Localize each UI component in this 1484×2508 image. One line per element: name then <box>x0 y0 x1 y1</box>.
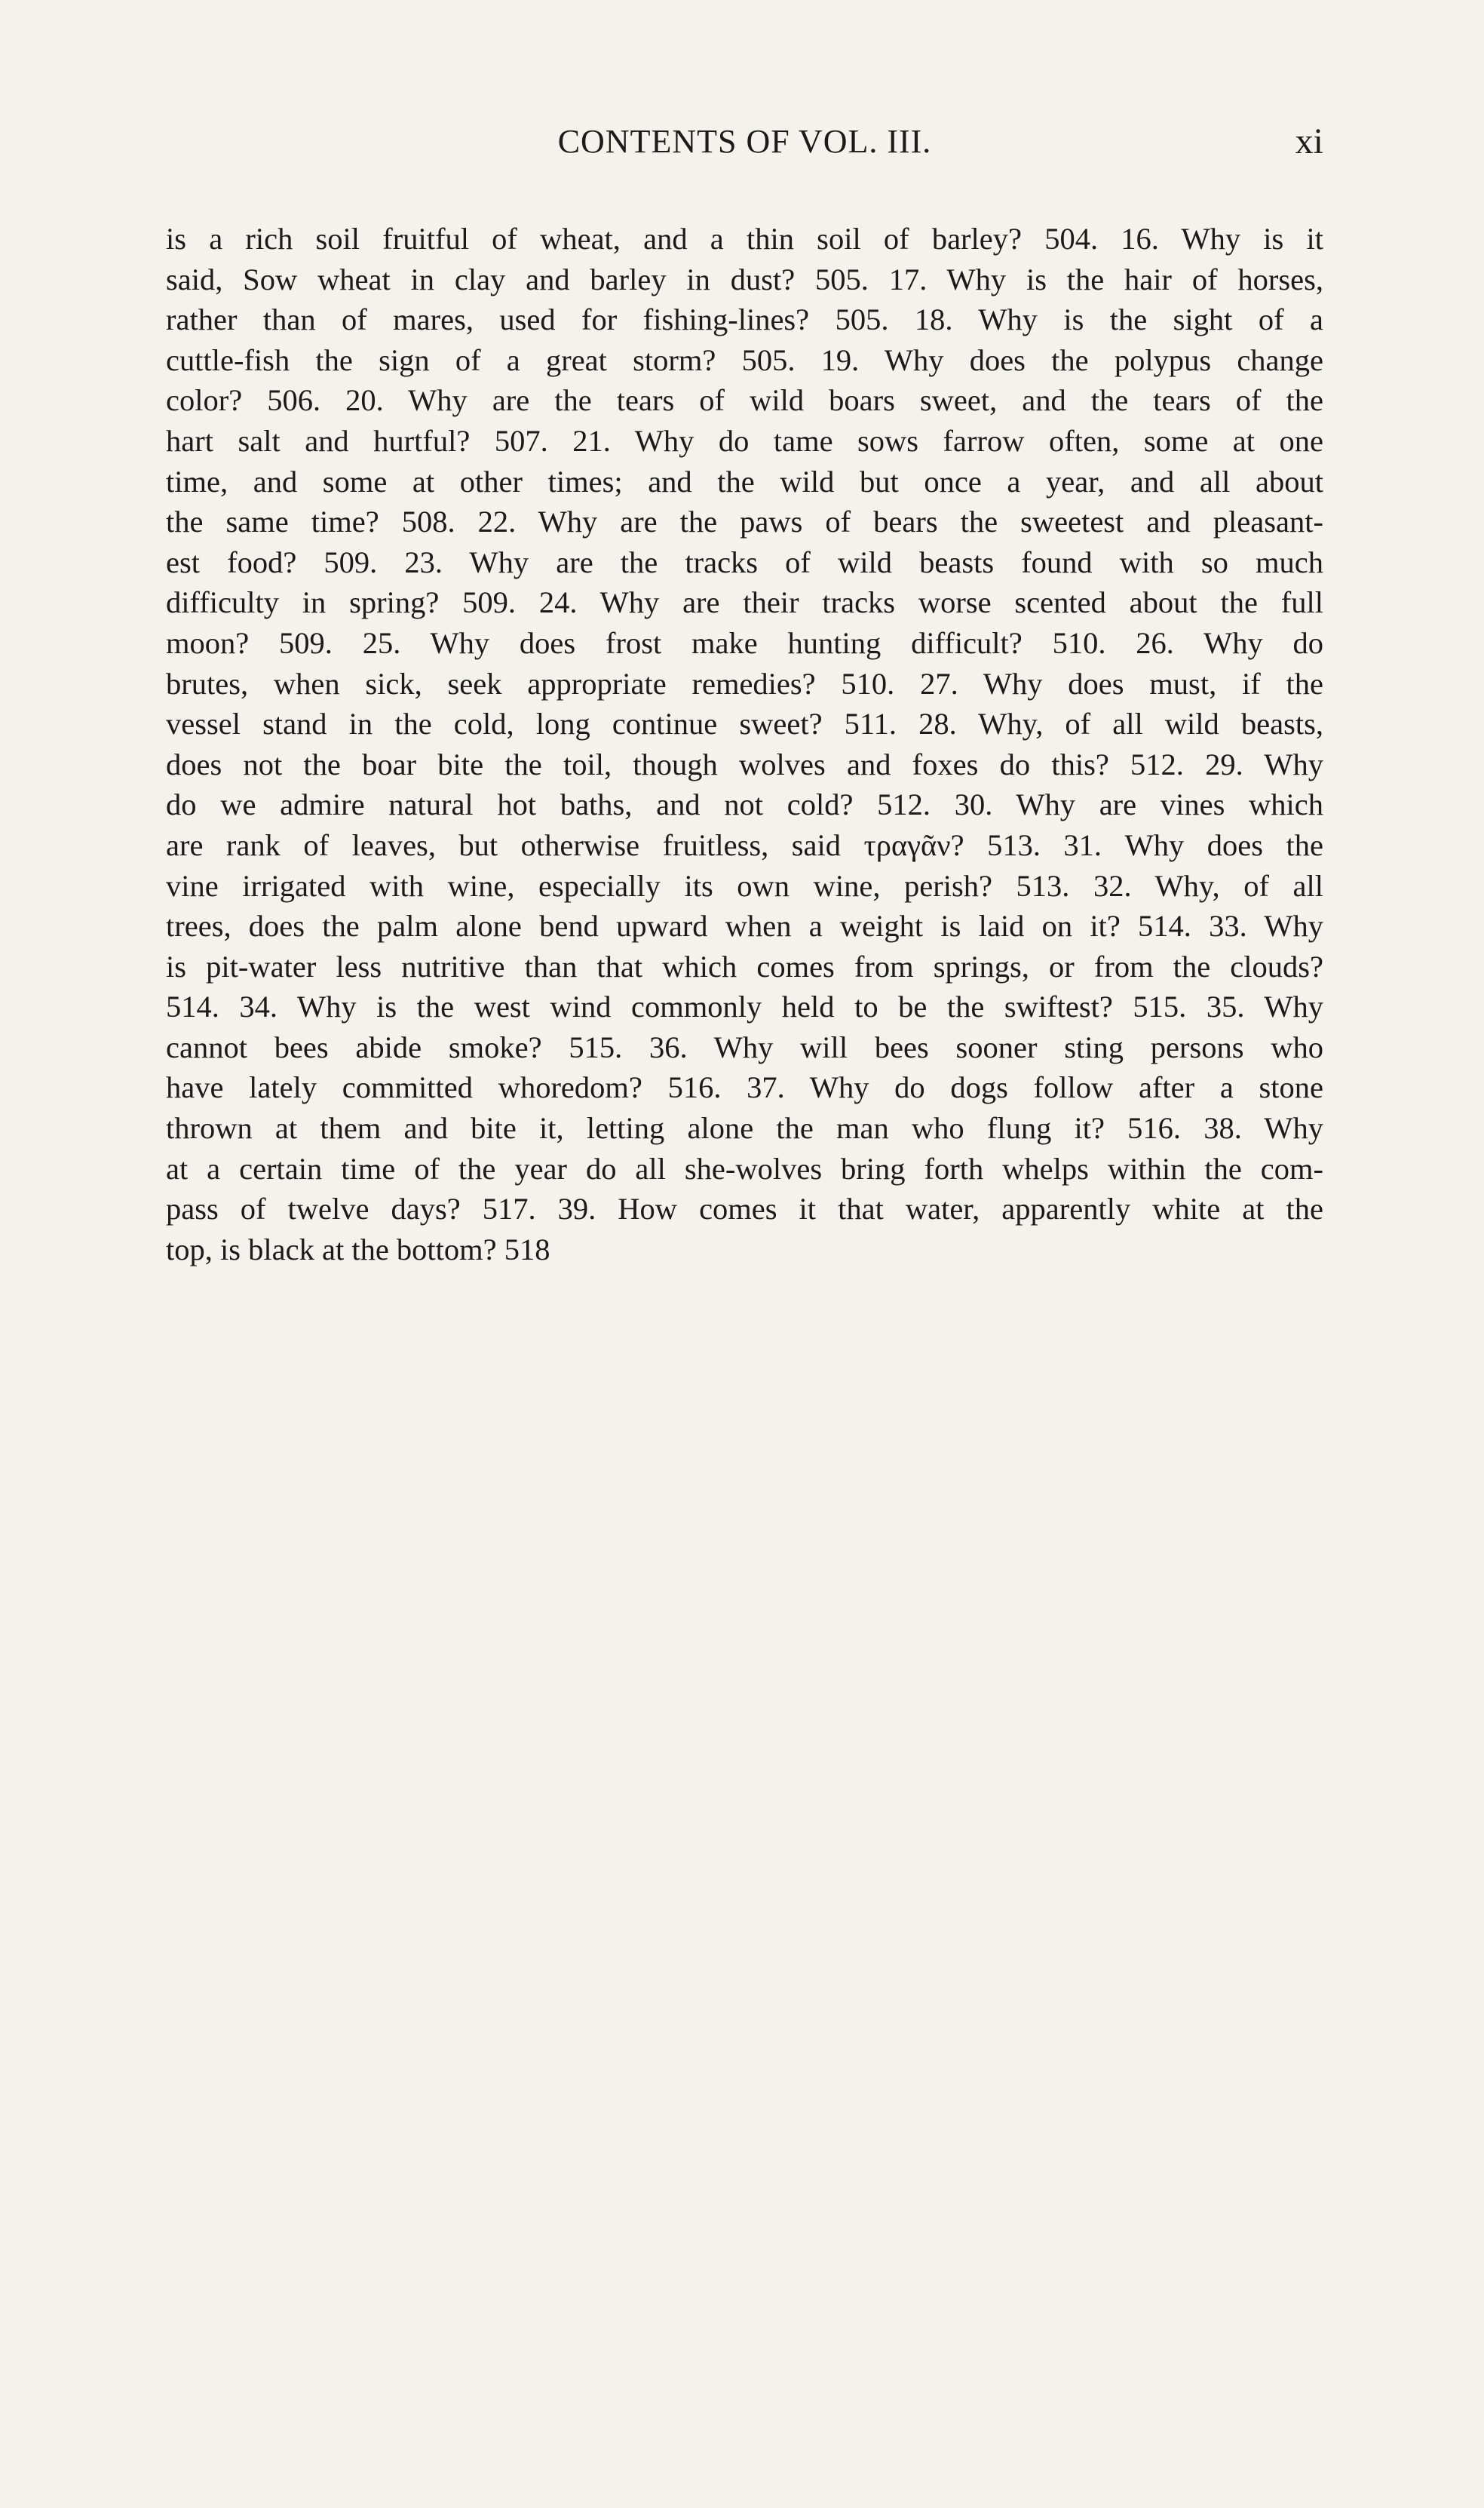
text-line: said, Sow wheat in clay and barley in dust? 505. 17. Why is the hair of horses, <box>166 262 1323 296</box>
running-head: CONTENTS OF VOL. III. <box>557 123 932 160</box>
text-line: vine irrigated with wine, especially its own wine, perish? 513. 32. Why, of all <box>166 868 1323 903</box>
text-line: time, and some at other times; and the wild but once a year, and all about <box>166 464 1323 499</box>
text-line: cuttle-fish the sign of a great storm? 505. 19. Why does the polypus change <box>166 342 1323 377</box>
text-line: is pit-water less nutritive than that which comes from springs, or from the clouds? <box>166 949 1323 984</box>
text-line: at a certain time of the year do all she-wolves bring forth whelps within the com- <box>166 1151 1323 1186</box>
text-line: cannot bees abide smoke? 515. 36. Why will bees sooner sting persons who <box>166 1030 1323 1064</box>
text-line: vessel stand in the cold, long continue sweet? 511. 28. Why, of all wild beasts, <box>166 707 1323 741</box>
text-line: trees, does the palm alone bend upward when a weight is laid on it? 514. 33. Why <box>166 909 1323 944</box>
text-line: is a rich soil fruitful of wheat, and a thin soil of barley? 504. 16. Why is it <box>166 222 1323 256</box>
text-line: do we admire natural hot baths, and not cold? 512. 30. Why are vines which <box>166 787 1323 822</box>
text-line: does not the boar bite the toil, though wolves and foxes do this? 512. 29. Why <box>166 747 1323 781</box>
text-line: have lately committed whoredom? 516. 37. Why do dogs follow after a stone <box>166 1070 1323 1105</box>
text-line: est food? 509. 23. Why are the tracks of wild beasts found with so much <box>166 545 1323 579</box>
text-line: the same time? 508. 22. Why are the paws of bears the sweetest and pleasant- <box>166 505 1323 539</box>
page-header <box>166 121 1323 173</box>
text-line: difficulty in spring? 509. 24. Why are their tracks worse scented about the full <box>166 585 1323 620</box>
text-line: moon? 509. 25. Why does frost make hunting difficult? 510. 26. Why do <box>166 625 1323 660</box>
text-line: 514. 34. Why is the west wind commonly held to be the swiftest? 515. 35. Why <box>166 990 1323 1024</box>
text-line: brutes, when sick, seek appropriate remedies? 510. 27. Why does must, if the <box>166 666 1323 701</box>
contents-paragraph <box>166 219 1323 1269</box>
text-line: thrown at them and bite it, letting alone the man who flung it? 516. 38. Why <box>166 1111 1323 1146</box>
text-line: hart salt and hurtful? 507. 21. Why do tame sows farrow often, some at one <box>166 423 1323 458</box>
text-line: top, is black at the bottom? 518 <box>166 1232 550 1266</box>
text-line: color? 506. 20. Why are the tears of wild boars sweet, and the tears of the <box>166 383 1323 418</box>
page-number: xi <box>1295 121 1323 161</box>
text-line: rather than of mares, used for fishing-lines? 505. 18. Why is the sight of a <box>166 302 1323 337</box>
text-line: pass of twelve days? 517. 39. How comes it that water, apparently white at the <box>166 1192 1323 1226</box>
text-line: are rank of leaves, but otherwise fruitless, said τραγᾶν? 513. 31. Why does the <box>166 827 1323 862</box>
